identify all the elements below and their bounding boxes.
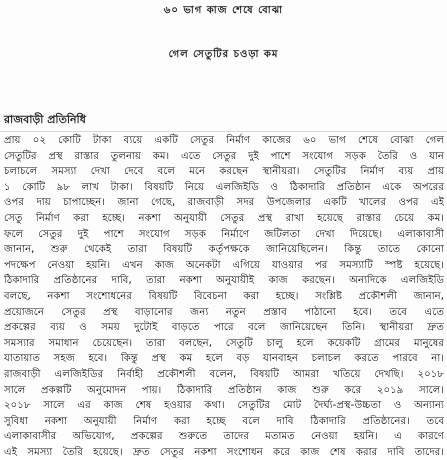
headline-line-2: গেল সেতুটির চওড়া কম [168, 49, 279, 60]
body-line: পদক্ষেপ নেওয়া হয়নি। এখন কাজ অনেকটা এগিয়ে যাওয়ার পর সমস্যাটি স্পষ্ট হয়েছে। [4, 259, 444, 271]
body-line: সমস্যার সমাধান চেয়েছেন। তারা বলছেন, সেতুটি চালু হলে কয়েকটি গ্রামের মানুষের [4, 337, 444, 349]
body-line: চলাচলে সমস্যা দেখা দেবে বলে মনে করছেন স্থানীয়রা। সেতুটির নির্মাণ ব্যয় প্রায় [4, 166, 444, 178]
body-line: প্রায় ০২ কোটি টাকা ব্যয়ে একটি সেতুর নির্মাণ কাজের ৬০ ভাগ শেষে বোঝা গেল [4, 135, 444, 146]
body-line: ঠিকাদারি প্রতিষ্ঠানের দাবি, তারা নকশা অনুযায়ীই কাজ করছেন। অন্যদিকে এলজিইডি [4, 275, 444, 287]
body-line: প্রয়োজনে সেতুর প্রস্থ বাড়ানোর জন্য নতুন প্রস্তাব পাঠানো হবে। তবে এতে [4, 306, 444, 318]
body-line: এই সমস্যা তৈরি হয়েছে। দ্রুত সেতুর নকশা সংশোধন করে কাজ শেষ করার দাবি তাদের। [4, 446, 444, 458]
byline-divider [0, 131, 447, 132]
body-line: ১ কোটি ৯৮ লাখ টাকা। বিষয়টি নিয়ে এলজিইডি ও ঠিকাদারি প্রতিষ্ঠান একে অপরের [4, 181, 444, 193]
body-line: এলাকাবাসীর অভিযোগ, প্রকল্পের শুরুতে তাদের মতামত নেওয়া হয়নি। এ কারণে [4, 431, 444, 443]
body-line: যাতায়াত সহজ হবে। কিন্তু প্রস্থ কম হলে বড় যানবাহন চলাচল করতে পারবে না। [4, 353, 444, 365]
article-body [4, 133, 444, 460]
body-line: ফলে সেতুর দুই পাশে সংযোগ সড়ক নির্মাণে জটিলতা দেখা দিয়েছে। এলাকাবাসী [4, 228, 444, 240]
body-line: প্রকল্পের ব্যয় ও সময় দুটোই বাড়তে পারে বলে জানিয়েছেন তিনি। স্থানীয়রা দ্রুত [4, 322, 444, 334]
body-line: সেতু নির্মাণ করা হচ্ছে। নকশা অনুযায়ী সেতুর প্রস্থ রাখা হয়েছে রাস্তার চেয়ে কম। [4, 212, 444, 224]
body-line: বলছে, নকশা সংশোধনের বিষয়টি বিবেচনা করা হচ্ছে। সংশ্লিষ্ট প্রকৌশলী জানান, [4, 290, 444, 302]
headline-line-1: ৬০ ভাগ কাজ শেষে বোঝা [163, 5, 284, 16]
body-line: সুবিধা নকশা অনুযায়ী নির্মাণ করা হচ্ছে বলে দাবি ঠিকাদারি প্রতিষ্ঠানের। তবে [4, 415, 444, 427]
body-line: ২০১৮ সালে এর কাজ শেষ হওয়ার কথা। সেতুটির মোট দৈর্ঘ্য-প্রস্থ-উচ্চতা ও অন্যান্য [4, 400, 444, 412]
body-line: ওপর দায় চাপাচ্ছেন। জানা গেছে, রাজবাড়ী সদর উপজেলার একটি খালের ওপর এই [4, 197, 444, 209]
body-line: সালে প্রকল্পটি অনুমোদন পায়। ঠিকাদারি প্রতিষ্ঠান কাজ শুরু করে ২০১৯ সালে। [4, 384, 444, 396]
reporter-byline: রাজবাড়ী প্রতিনিধি [4, 113, 86, 126]
body-line: রাজবাড়ী এলজিইডির নির্বাহী প্রকৌশলী বলেন, বিষয়টি আমরা খতিয়ে দেখছি। ২০১৮ [4, 368, 444, 380]
body-line: সেতুটির প্রস্থ রাস্তার তুলনায় কম। এতে সেতুর দুই পাশে সংযোগ সড়ক তৈরি ও যান [4, 150, 444, 162]
body-line: জানান, শুরু থেকেই তারা বিষয়টি কর্তৃপক্ষকে জানিয়েছিলেন। কিন্তু তাতে কোনো [4, 244, 444, 256]
